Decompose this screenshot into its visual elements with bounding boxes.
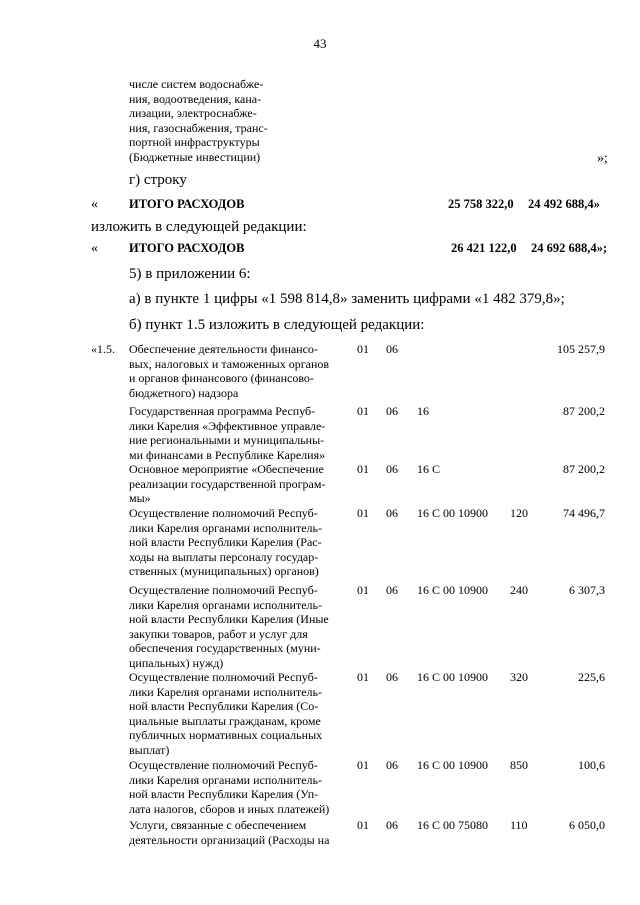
description-line: Услуги, связанные с обеспечением	[129, 818, 307, 832]
closing-quote: »;	[597, 151, 608, 166]
description-line: ной власти Республики Карелия (Иные	[129, 612, 329, 626]
description-line: Осуществление полномочий Респуб-	[129, 758, 318, 772]
row-description	[129, 342, 349, 400]
description-line: лики Карелия органами исполнитель-	[129, 684, 322, 699]
section-code: 01	[357, 462, 369, 476]
description-line: Осуществление полномочий Респуб-	[129, 583, 318, 597]
description-line: ходы на выплаты персоналу государ-	[129, 549, 319, 564]
description-line: числе систем водоснабже-	[129, 77, 264, 91]
description-line: и органов финансового (финансово-	[129, 371, 314, 385]
description-line: ния, водоотведения, кана-	[129, 91, 262, 106]
row-description	[129, 506, 349, 579]
restate-line: изложить в следующей редакции:	[91, 219, 307, 235]
expense-type-code: 850	[510, 758, 528, 772]
expense-type-code: 240	[510, 583, 528, 597]
description-line: циальные выплаты гражданам, кроме	[129, 713, 321, 728]
description-line: деятельности организаций (Расходы на	[129, 832, 330, 847]
description-line: мы»	[129, 491, 151, 505]
section-code: 01	[357, 758, 369, 772]
description-line: вых, налоговых и таможенных органов	[129, 356, 330, 371]
amount: 6 307,3	[569, 583, 605, 597]
amount: 74 496,7	[563, 506, 605, 520]
total2-open-quote: «	[91, 241, 98, 256]
description-line: лизации, электроснабже-	[129, 106, 257, 120]
description-line: выплат)	[129, 742, 170, 757]
description-line: ния, газоснабжения, транс-	[129, 120, 268, 135]
description-line: Осуществление полномочий Респуб-	[129, 506, 318, 520]
description-line: ципальных) нужд)	[129, 655, 224, 670]
amount: 87 200,2	[563, 404, 605, 418]
section-code: 01	[357, 583, 369, 597]
target-code: 16 С 00 10900	[417, 506, 489, 520]
row-description	[129, 583, 349, 670]
amount: 6 050,0	[569, 818, 605, 832]
total1-value2: 24 492 688,4»	[528, 197, 600, 211]
target-code: 16 С 00 10900	[417, 670, 489, 684]
description-line: ной власти Республики Карелия (Со-	[129, 699, 319, 713]
target-code: 16 С 00 75080	[417, 818, 489, 832]
subsection-code: 06	[386, 818, 398, 832]
continued-description	[129, 77, 268, 164]
row-description	[129, 462, 349, 506]
description-line: Государственная программа Респуб-	[129, 404, 316, 418]
row-description	[129, 818, 349, 847]
amount: 100,6	[578, 758, 605, 772]
subsection-code: 06	[386, 758, 398, 772]
description-line: публичных нормативных социальных	[129, 728, 323, 742]
subsection-code: 06	[386, 670, 398, 684]
description-line: Основное мероприятие «Обеспечение	[129, 462, 324, 476]
description-line: Обеспечение деятельности финансо-	[129, 342, 318, 356]
description-line: ной власти Республики Карелия (Уп-	[129, 787, 319, 801]
total2-value1: 26 421 122,0	[451, 241, 517, 255]
total1-label: ИТОГО РАСХОДОВ	[129, 197, 245, 211]
target-code: 16 С 00 10900	[417, 583, 489, 597]
item-5: 5) в приложении 6:	[129, 266, 251, 282]
description-line: закупки товаров, работ и услуг для	[129, 626, 308, 641]
item-g: г) строку	[129, 172, 187, 188]
subsection-code: 06	[386, 506, 398, 520]
target-code: 16 С 00 10900	[417, 758, 489, 772]
section-code: 01	[357, 670, 369, 684]
section-code: 01	[357, 506, 369, 520]
description-line: лики Карелия органами исполнитель-	[129, 772, 322, 787]
total1-value1: 25 758 322,0	[448, 197, 514, 211]
target-code: 16	[417, 404, 429, 418]
description-line: обеспечения государственных (муни-	[129, 641, 321, 655]
description-line: лики Карелия органами исполнитель-	[129, 520, 322, 535]
row-number: «1.5.	[91, 342, 115, 356]
row-description	[129, 404, 349, 462]
total1-open-quote: «	[91, 197, 98, 212]
description-line: ние региональными и муниципальны-	[129, 433, 325, 447]
description-line: портной инфраструктуры	[129, 135, 260, 149]
row-description	[129, 670, 349, 757]
amount: 105 257,9	[557, 342, 605, 356]
description-line: бюджетного) надзора	[129, 385, 239, 400]
total2-value2: 24 692 688,4»;	[531, 241, 608, 255]
description-line: ми финансами в Республике Карелия»	[129, 447, 326, 462]
amount: 225,6	[578, 670, 605, 684]
subsection-code: 06	[386, 342, 398, 356]
subsection-code: 06	[386, 404, 398, 418]
section-code: 01	[357, 404, 369, 418]
item-a: а) в пункте 1 цифры «1 598 814,8» заменить цифрами «1 482 379,8»;	[129, 291, 565, 307]
expense-type-code: 110	[510, 818, 528, 832]
description-line: лики Карелия органами исполнитель-	[129, 597, 322, 612]
amount: 87 200,2	[563, 462, 605, 476]
row-description	[129, 758, 349, 816]
subsection-code: 06	[386, 583, 398, 597]
description-line: ной власти Республики Карелия (Рас-	[129, 535, 322, 549]
target-code: 16 С	[417, 462, 441, 476]
description-line: лики Карелия «Эффективное управле-	[129, 418, 326, 433]
description-line: ственных (муниципальных) органов)	[129, 564, 319, 578]
section-code: 01	[357, 818, 369, 832]
expense-type-code: 120	[510, 506, 528, 520]
description-line: Осуществление полномочий Респуб-	[129, 670, 318, 684]
total2-label: ИТОГО РАСХОДОВ	[129, 241, 245, 255]
item-b: б) пункт 1.5 изложить в следующей редакции:	[129, 317, 425, 333]
description-line: (Бюджетные инвестиции)	[129, 149, 261, 164]
subsection-code: 06	[386, 462, 398, 476]
page-number: 43	[313, 36, 327, 51]
expense-type-code: 320	[510, 670, 528, 684]
section-code: 01	[357, 342, 369, 356]
description-line: реализации государственной програм-	[129, 476, 326, 491]
description-line: лата налогов, сборов и иных платежей)	[129, 801, 330, 816]
